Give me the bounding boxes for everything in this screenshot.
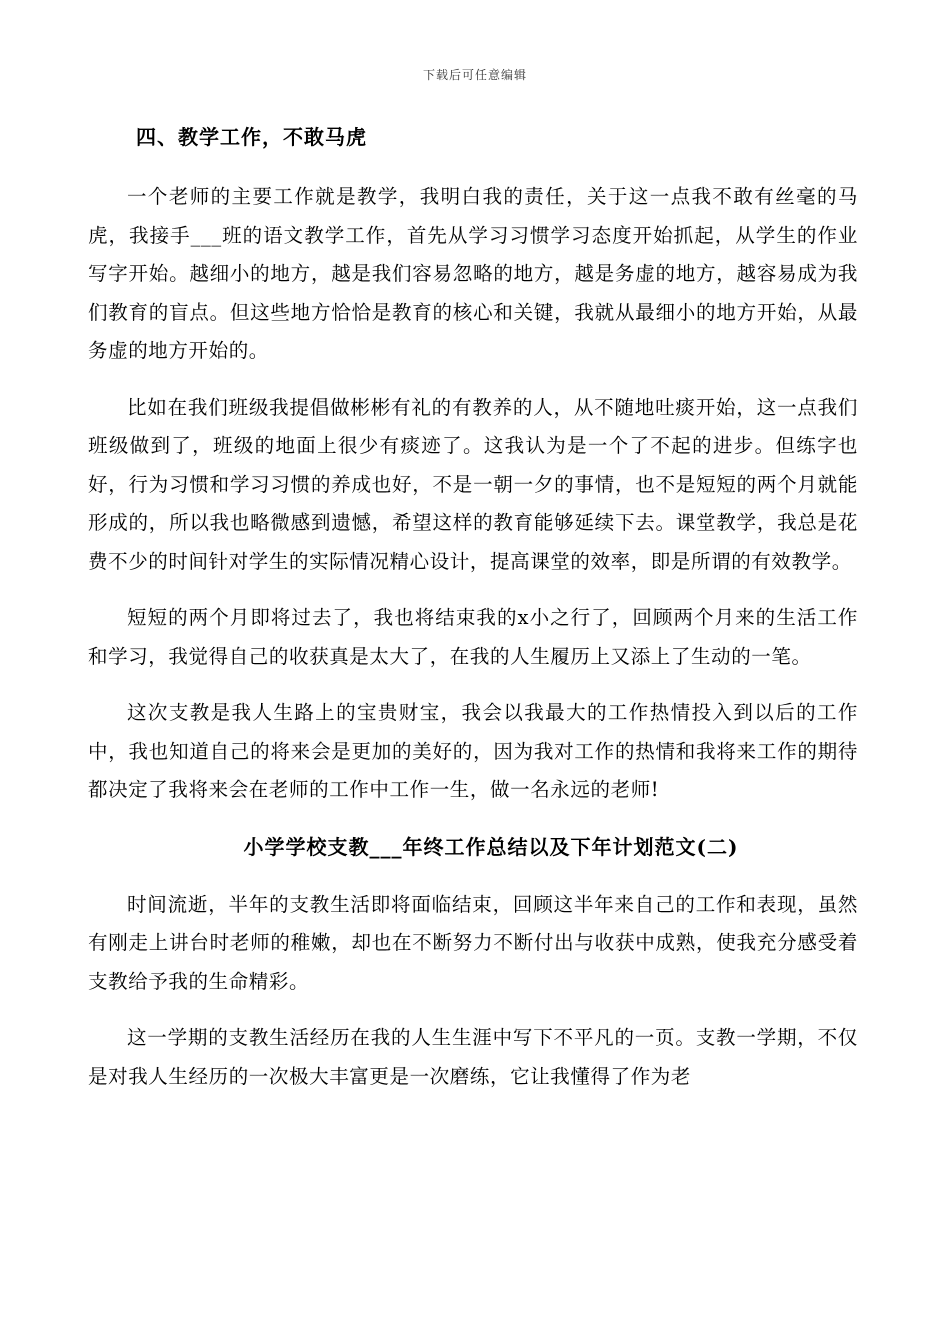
document-title: 小学学校支教___年终工作总结以及下年计划范文(二) xyxy=(243,834,739,859)
document-body xyxy=(88,118,858,1114)
section-heading: 四、教学工作，不敢马虎 xyxy=(136,125,367,149)
header-note: 下载后可任意编辑 xyxy=(422,68,527,82)
paragraph: 这次支教是我人生路上的宝贵财宝，我会以我最大的工作热情投入到以后的工作中，我也知道自己的将来会是更加的美好的，因为我对工作的热情和我将来工作的期待都决定了我将来会在老师的工作中工作一生，做一名永远的老师! xyxy=(88,701,858,801)
paragraph: 一个老师的主要工作就是教学，我明白我的责任，关于这一点我不敢有丝毫的马虎，我接手___班的语文教学工作，首先从学习习惯学习态度开始抓起，从学生的作业写字开始。越细小的地方，越是我们容易忽略的地方，越是务虚的地方，越容易成为我们教育的盲点。但这些地方恰恰是教育的核心和关键，我就从最细小的地方开始，从最务虚的地方开始的。 xyxy=(88,185,858,362)
paragraph: 短短的两个月即将过去了，我也将结束我的x小之行了，回顾两个月来的生活工作和学习，我觉得自己的收获真是太大了，在我的人生履历上又添上了生动的一笔。 xyxy=(88,606,858,668)
paragraph: 比如在我们班级我提倡做彬彬有礼的有教养的人，从不随地吐痰开始，这一点我们班级做到了，班级的地面上很少有痰迹了。这我认为是一个了不起的进步。但练字也好，行为习惯和学习习惯的养成也好，不是一朝一夕的事情，也不是短短的两个月就能形成的，所以我也略微感到遗憾，希望这样的教育能够延续下去。课堂教学，我总是花费不少的时间针对学生的实际情况精心设计，提高课堂的效率，即是所谓的有效教学。 xyxy=(88,395,858,573)
paragraph: 这一学期的支教生活经历在我的人生生涯中写下不平凡的一页。支教一学期，不仅是对我人生经历的一次极大丰富更是一次磨练，它让我懂得了作为老 xyxy=(88,1026,858,1088)
paragraph: 时间流逝，半年的支教生活即将面临结束，回顾这半年来自己的工作和表现，虽然有刚走上讲台时老师的稚嫩，却也在不断努力不断付出与收获中成熟，使我充分感受着支教给予我的生命精彩。 xyxy=(88,892,858,993)
